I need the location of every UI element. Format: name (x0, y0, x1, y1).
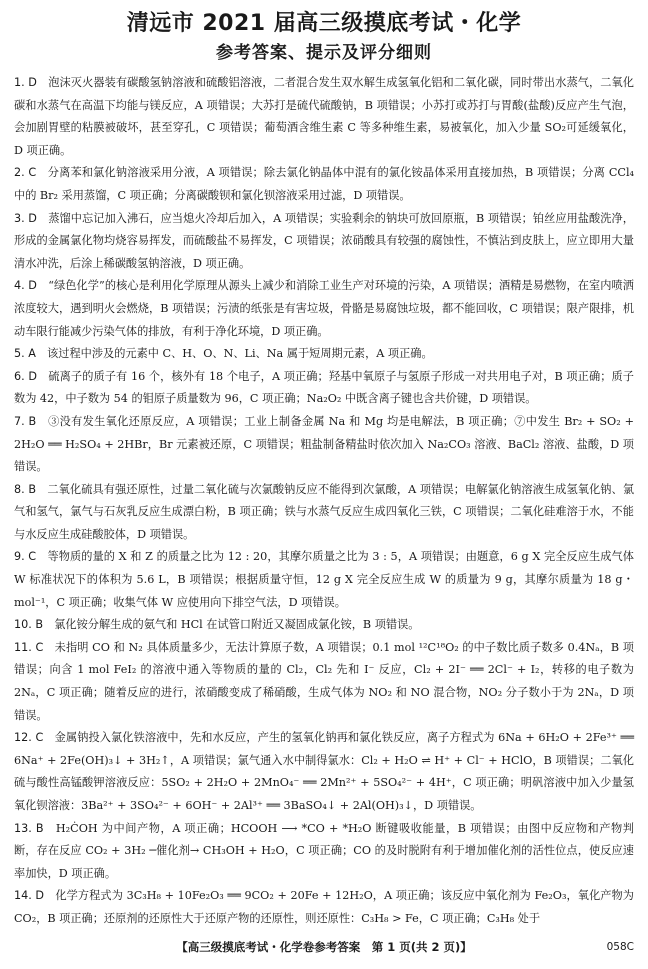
answer-item (14, 727, 634, 817)
answer-explanation: 硫离子的质子有 16 个，核外有 18 个电子，A 项正确；羟基中氧原子与氢原子形成一对共用电子对，B 项正确；质子数为 42，中子数为 54 的钼原子质量数为 96，C 项正确；Na₂O₂ 中既含离子键也含共价键，D 项错误。 (14, 369, 634, 406)
answer-explanation: “绿色化学”的核心是利用化学原理从源头上减少和消除工业生产对环境的污染，A 项错误；酒精是易燃物，在室内喷洒浓度较大，遇到明火会燃烧，B 项错误；污渍的纸张是有害垃圾，骨骼是易腐蚀垃圾，都不能回收，C 项错误；限产限排，机动车限行能减少污染气体的排放，有利于净化环境，D 项正确。 (14, 279, 634, 338)
answer-label: 6. D (14, 369, 37, 383)
answer-explanation: 化学方程式为 3C₃H₈ + 10Fe₂O₃ ══ 9CO₂ + 20Fe + 12H₂O，A 项正确；该反应中氧化剂为 Fe₂O₃，氧化产物为 CO₂，B 项正确；还原剂的还原性大于还原产物的还原性，则还原性：C₃H₈ > Fe，C 项正确；C₃H₈ 处于 (14, 889, 634, 925)
answer-label: 9. C (14, 550, 37, 564)
answer-explanation: ③没有发生氧化还原反应，A 项错误；工业上制备金属 Na 和 Mg 均是电解法，B 项正确；⑦中发生 Br₂ + SO₂ + 2H₂O ══ H₂SO₄ + 2HBr，Br 元素被还原，C 项错误；粗盐制备精盐时依次加入 Na₂CO₃ 溶液、BaCl₂ 溶液、盐酸，D 项错误。 (14, 414, 634, 474)
answer-label: 1. D (14, 76, 37, 89)
answer-explanation: 未指明 CO 和 N₂ 具体质量多少，无法计算原子数，A 项错误；0.1 mol ¹²C¹⁸O₂ 的中子数比质子数多 0.4Nₐ，B 项错误；向含 1 mol FeI₂ 的溶液中通入等物质的量的 Cl₂，Cl₂ 先和 I⁻ 反应，Cl₂ + 2I⁻ ══ 2Cl⁻ + I₂，转移的电子数为 2Nₐ，C 项正确；随着反应的进行，浓硝酸变成了稀硝酸，生成气体为 NO₂ 和 NO 混合物，NO₂ 分子数小于为 2Nₐ，D 项错误。 (14, 640, 634, 722)
answer-item (14, 72, 634, 162)
answer-explanation: 二氧化硫具有强还原性，过量二氧化硫与次氯酸钠反应不能得到次氯酸，A 项错误；电解氯化钠溶液生成氢氧化钠、氯气和氢气，氯气与石灰乳反应生成漂白粉，B 项正确；铁与水蒸气反应生成四氧化三铁，C 项错误；二氧化硅难溶于水，不能与水反应生成硅酸胶体，D 项错误。 (14, 482, 635, 541)
answer-item (14, 162, 634, 207)
answer-item (14, 614, 634, 637)
answer-label: 14. D (14, 889, 45, 903)
answer-item (14, 366, 634, 411)
answer-explanation: 蒸馏中忘记加入沸石，应当熄火冷却后加入，A 项错误；实验剩余的钠块可放回原瓶，B 项错误；铂丝应用盐酸洗净，形成的金属氯化物均烧容易挥发，而硫酸盐不易挥发，C 项错误；浓硝酸具有较强的腐蚀性，不慎沾到皮肤上，应立即用大量清水冲洗，后涂上稀碳酸氢钠溶液，D 项正确。 (14, 211, 634, 270)
answer-item (14, 637, 634, 727)
answer-label: 8. B (14, 482, 36, 496)
answer-explanation: 金属钠投入氯化铁溶液中，先和水反应，产生的氢氧化钠再和氯化铁反应，离子方程式为 6Na + 6H₂O + 2Fe³⁺ ══ 6Na⁺ + 2Fe(OH)₃↓ + 3H₂↑，A 项错误；氯气通入水中制得氯水：Cl₂ + H₂O ⇌ H⁺ + Cl⁻ + HClO，B 项错误；二氧化硫与酸性高锰酸钾溶液反应：5SO₂ + 2H₂O + 2MnO₄⁻ ══ 2Mn²⁺ + 5SO₄²⁻ + 4H⁺，C 项正确；明矾溶液中加入少量氢氧化钡溶液：3Ba²⁺ + 3SO₄²⁻ + 6OH⁻ + 2Al³⁺ ══ 3BaSO₄↓ + 2Al(OH)₃↓，D 项错误。 (14, 731, 634, 812)
paper-code: 058C (606, 941, 634, 953)
answer-item (14, 479, 634, 547)
answer-label: 13. B (14, 821, 44, 835)
page-subtitle: 参考答案、提示及评分细则 (216, 43, 432, 63)
answer-item (14, 885, 634, 930)
answer-label: 11. C (14, 640, 44, 654)
answer-label: 12. C (14, 731, 44, 745)
answer-item (14, 343, 634, 366)
answer-list (14, 72, 634, 931)
answer-explanation: 泡沫灭火器装有碳酸氢钠溶液和硫酸铝溶液，二者混合发生双水解生成氢氧化铝和二氧化碳，同时带出水蒸气，二氧化碳和水蒸气在高温下均能与镁反应，A 项错误；大苏打是硫代硫酸钠，B 项错误；小苏打或苏打与胃酸(盐酸)反应产生气泡，会加剧胃壁的粘膜被破坏，甚至穿孔，C 项错误；葡萄酒含维生素 C 等多种维生素，易被氧化，加入少量 SO₂可延缓氧化，D 项正确。 (14, 76, 634, 157)
answer-explanation: 等物质的量的 X 和 Z 的质量之比为 12 : 20，其摩尔质量之比为 3 : 5，A 项错误；由题意，6 g X 完全反应生成气体 W 标准状况下的体积为 5.6 L，B 项错误；根据质量守恒，12 g X 完全反应生成 W 的质量为 9 g，其摩尔质量为 18 g・mol⁻¹，C 项正确；收集气体 W 应使用向下排空气法，D 项错误。 (14, 550, 634, 609)
answer-label: 2. C (14, 166, 37, 180)
answer-item (14, 208, 634, 276)
page-footer: 【高三级摸底考试・化学卷参考答案 第 1 页(共 2 页)】 (176, 940, 472, 954)
answer-item (14, 411, 634, 479)
answer-label: 10. B (14, 618, 44, 632)
answer-label: 7. B (14, 414, 37, 428)
answer-explanation: H₂ĊOH 为中间产物，A 项正确；HCOOH ⟶ *CO + *H₂O 断键吸收能量，B 项错误；由图中反应物和产物判断，存在反应 CO₂ + 3H₂ ─催化剂→ CH₃OH + H₂O，C 项正确；CO 的及时脱附有利于增加催化剂的活性位点，使反应速率加快，D 项正确。 (14, 821, 634, 880)
answer-item (14, 546, 634, 614)
answer-label: 5. A (14, 347, 36, 361)
answer-explanation: 分离苯和氯化钠溶液采用分液，A 项错误；除去氯化钠晶体中混有的氯化铵晶体采用直接加热，B 项错误；分离 CCl₄ 中的 Br₂ 采用蒸馏，C 项正确；分离碳酸钡和氯化钡溶液采用过滤，D 项错误。 (14, 166, 635, 202)
page-title: 清远市 2021 届高三级摸底考试・化学 (126, 11, 522, 36)
answer-explanation: 该过程中涉及的元素中 C、H、O、N、Li、Na 属于短周期元素，A 项正确。 (47, 347, 433, 361)
answer-label: 3. D (14, 211, 37, 225)
answer-label: 4. D (14, 279, 37, 293)
answer-explanation: 氯化铵分解生成的氨气和 HCl 在试管口附近又凝固成氯化铵，B 项错误。 (54, 618, 420, 632)
answer-item (14, 818, 634, 886)
answer-item (14, 275, 634, 343)
